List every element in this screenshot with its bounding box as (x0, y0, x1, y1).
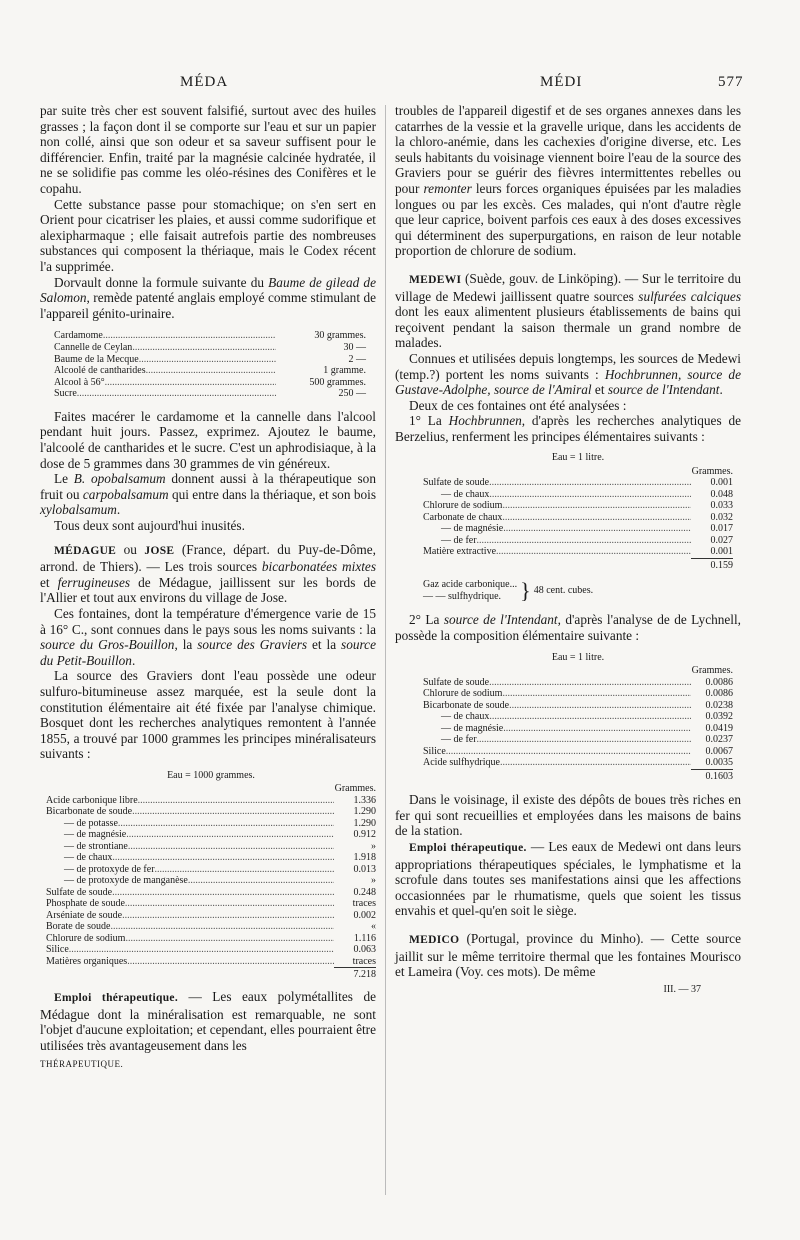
table-total: 7.218 (46, 967, 376, 981)
paragraph: troubles de l'appareil digestif et de ses organes annexes dans les catarrhes de la vessie et la gravelle urique, dans les accidents de la chloro-anémie, dans les cachexies d'origine diverse, etc. Les seuls habitants du voisinage viennent boire l'eau de la source des Graviers pour se guérir des fièvres intermittentes rebelles ou pour remonter leurs forces organiques épuisées par les maladies longues ou par les excès. Ces malades, qui n'ont d'autre règle que leur caprice, boivent parfois ces eaux à des doses excessives qui déterminent des superpurgations, en raison de leur notable proportion de chlorure de sodium. (395, 103, 741, 259)
paragraph: Connues et utilisées depuis longtemps, les sources de Medewi (temp.?) portent les noms suivants : Hochbrunnen, source de Gustave-Adolphe, source de l'Amiral et source de l'Intendant. (395, 350, 741, 398)
table-total: 0.159 (423, 558, 733, 572)
recipe-row: Alcoolé de cantharides ..... 1 gramme. (54, 365, 366, 377)
recipe-row: Sucre ..... 250 — (54, 388, 366, 400)
table-unit: Grammes. (691, 465, 733, 477)
table-row: — de chaux ..... 0.048 (423, 489, 733, 501)
table-row: — de fer ..... 0.027 (423, 535, 733, 547)
table-caption: Eau = 1000 grammes. (167, 769, 255, 781)
table-row: Chlorure de sodium ..... 0.033 (423, 500, 733, 512)
paragraph: Tous deux sont aujourd'hui inusités. (54, 518, 245, 534)
running-head-center: MÉDI (540, 74, 583, 90)
table-total: 0.1603 (423, 769, 733, 783)
table-row: Silice ..... 0.0067 (423, 746, 733, 758)
table-row: Borate de soude ..... « (46, 921, 376, 933)
table-row: Arséniate de soude ..... 0.002 (46, 910, 376, 922)
paragraph: Deux de ces fontaines ont été analysées : (409, 397, 627, 413)
recipe-row: Cannelle de Ceylan ..... 30 — (54, 342, 366, 354)
table-row: — de magnésie ..... 0.912 (46, 829, 376, 841)
paragraph: Faites macérer le cardamome et la cannelle dans l'alcool pendant huit jours. Passez, exprimez. Ajoutez le baume, l'alcoolé de cantharides et le sucre. C'est un aphrodisiaque, à la dose de 5 grammes dans 30 grammes de vin généreux. (40, 408, 376, 471)
analysis-table-graviers (46, 770, 376, 981)
paragraph: par suite très cher est souvent falsifié, surtout avec des huiles grasses ; la façon dont il se comporte sur l'eau et sur un papier non collé, ainsi que son odeur et sa saveur suffisent pour le différencier. Enfin, traité par la magnésie calcinée hydratée, il ne se solidifie pas comme les oléo-résines des Conifères et le copahu. (40, 103, 376, 196)
brace-icon: } (520, 577, 531, 603)
analysis-table-intendant (423, 652, 733, 783)
table-row: Bicarbonate de soude ..... 0.0238 (423, 700, 733, 712)
table-row: — de chaux ..... 1.918 (46, 852, 376, 864)
entry-medico: MEDICO (Portugal, province du Minho). — Cette source jaillit sur le même territoire thermal que les fontaines Mourisco et Lameira (Voy. ces mots). De même (395, 930, 741, 980)
paragraph: Emploi thérapeutique. — Les eaux polymétallites de Médague dont la minéralisation est remarquable, ne sont l'objet d'aucune exploitation; et cependant, elles pourraient être utilisées très avantageusement dans les (40, 988, 376, 1053)
table-row: Acide sulfhydrique ..... 0.0035 (423, 757, 733, 769)
recipe-list (54, 330, 366, 400)
column-rule (385, 105, 386, 1195)
paragraph: Ces fontaines, dont la température d'émergence varie de 15 à 16° C., sont connues dans le pays sous les noms suivants : la source du Gros-Bouillon, la source des Graviers et la source du Petit-Bouillon. (40, 606, 376, 668)
paragraph: 1° La Hochbrunnen, d'après les recherches analytiques de Berzelius, renferment les principes élémentaires suivants : (395, 413, 742, 444)
recipe-row: Alcool à 56° ..... 500 grammes. (54, 377, 366, 389)
recipe-row: Cardamome ..... 30 grammes. (54, 330, 366, 342)
table-row: — de magnésie ..... 0.017 (423, 523, 733, 535)
table-row: Sulfate de soude ..... 0.0086 (423, 677, 733, 689)
table-row: Matière extractive ..... 0.001 (423, 546, 733, 558)
paragraph: Cette substance passe pour stomachique; on s'en sert en Orient pour cicatriser les plaies, et aussi comme sudorifique et alexipharmaque ; elle faisait autrefois partie des nombreuses substances qui composent la thériaque, mais le Codex récent l'a supprimée. (40, 196, 376, 274)
analysis-table-hochbrunnen (423, 452, 733, 571)
table-row: — de strontiane ..... » (46, 841, 376, 853)
table-row: Matières organiques ..... traces (46, 956, 376, 968)
table-row: — de protoxyde de fer ..... 0.013 (46, 864, 376, 876)
paragraph: Dorvault donne la formule suivante du Baume de gilead de Salomon, remède patenté anglais employé comme stimulant de l'appareil génito-urinaire. (40, 274, 376, 321)
table-row: Sulfate de soude ..... 0.248 (46, 887, 376, 899)
table-caption: Eau = 1 litre. (551, 452, 605, 464)
table-row: Chlorure de sodium ..... 0.0086 (423, 688, 733, 700)
table-row: Sulfate de soude ..... 0.001 (423, 477, 733, 489)
entry-heading: MEDEWI (409, 273, 462, 286)
entry-medewi: MEDEWI (Suède, gouv. de Linköping). — Sur le territoire du village de Medewi jaillissent quatre sources sulfurées calciques dont les eaux alimentent plusieurs établissements de bains qui reçoivent pendant la saison thermale un grand nombre de malades. (395, 270, 741, 351)
table-row: Phosphate de soude ..... traces (46, 898, 376, 910)
table-row: Chlorure de sodium ..... 1.116 (46, 933, 376, 945)
paragraph: Emploi thérapeutique. — Les eaux de Medewi ont dans leurs appropriations thérapeutiques spéciales, le lymphatisme et la scrofule dans toutes ses manifestations ainsi que les affections occasionnées par le rhumatisme, quels que soient les tissus envahis et quel-qu'en soit le siège. (395, 838, 741, 919)
table-row: — de potasse ..... 1.290 (46, 818, 376, 830)
paragraph: Le B. opobalsamum donnent aussi à la thérapeutique son fruit ou carpobalsamum qui entre dans la thériaque, et son bois xylobalsamum. (40, 471, 377, 518)
page-number: 577 (718, 74, 744, 90)
left-column (40, 103, 376, 1073)
running-head-left: MÉDA (180, 74, 229, 90)
entry-heading: MÉDAGUE (54, 544, 117, 557)
right-column (395, 103, 741, 997)
table-row: — de fer ..... 0.0237 (423, 734, 733, 746)
table-row: Acide carbonique libre ..... 1.336 (46, 795, 376, 807)
table-unit: Grammes. (691, 665, 733, 677)
paragraph: 2° La source de l'Intendant, d'après l'analyse de de Lychnell, possède la composition élémentaire suivante : (395, 612, 742, 644)
table-unit: Grammes. (334, 783, 376, 795)
table-row: — de protoxyde de manganèse ..... » (46, 875, 376, 887)
recipe-row: Baume de la Mecque ..... 2 — (54, 354, 366, 366)
table-row: — de chaux ..... 0.0392 (423, 711, 733, 723)
table-caption: Eau = 1 litre. (551, 651, 605, 663)
subheading: Emploi thérapeutique. (409, 841, 527, 854)
table-row: — de magnésie ..... 0.0419 (423, 723, 733, 735)
paragraph: La source des Graviers dont l'eau possède une odeur sulfuro-bitumineuse assez marquée, est la seule dont la constitution élémentaire ait été fixée par l'analyse chimique. Bosquet dont les recherches analytiques remontent à l'année 1855, a trouvé par 1000 grammes les principes minéralisateurs suivants : (40, 668, 376, 762)
entry-heading: MEDICO (409, 933, 460, 946)
paragraph: Dans le voisinage, il existe des dépôts de boues très riches en fer qui sont recueillies et employées dans les maisons de bains de la station. (395, 792, 741, 839)
entry-medague: MÉDAGUE ou JOSE (France, départ. du Puy-de-Dôme, arrond. de Thiers). — Les trois sources bicarbonatées mixtes et ferrugineuses de Médague, jaillissent sur les bords de l'Allier et tout aux environs du village de Jose. (40, 541, 376, 606)
gas-note: Gaz acide carbonique... — — sulfhydrique. } 48 cent. cubes. (423, 577, 594, 603)
table-row: Bicarbonate de soude ..... 1.290 (46, 806, 376, 818)
subheading: Emploi thérapeutique. (54, 991, 179, 1004)
table-row: Carbonate de chaux ..... 0.032 (423, 512, 733, 524)
footer-signature: THÉRAPEUTIQUE. (40, 1059, 124, 1070)
signature-mark: III. — 37 (663, 983, 701, 995)
table-row: Silice ..... 0.063 (46, 944, 376, 956)
